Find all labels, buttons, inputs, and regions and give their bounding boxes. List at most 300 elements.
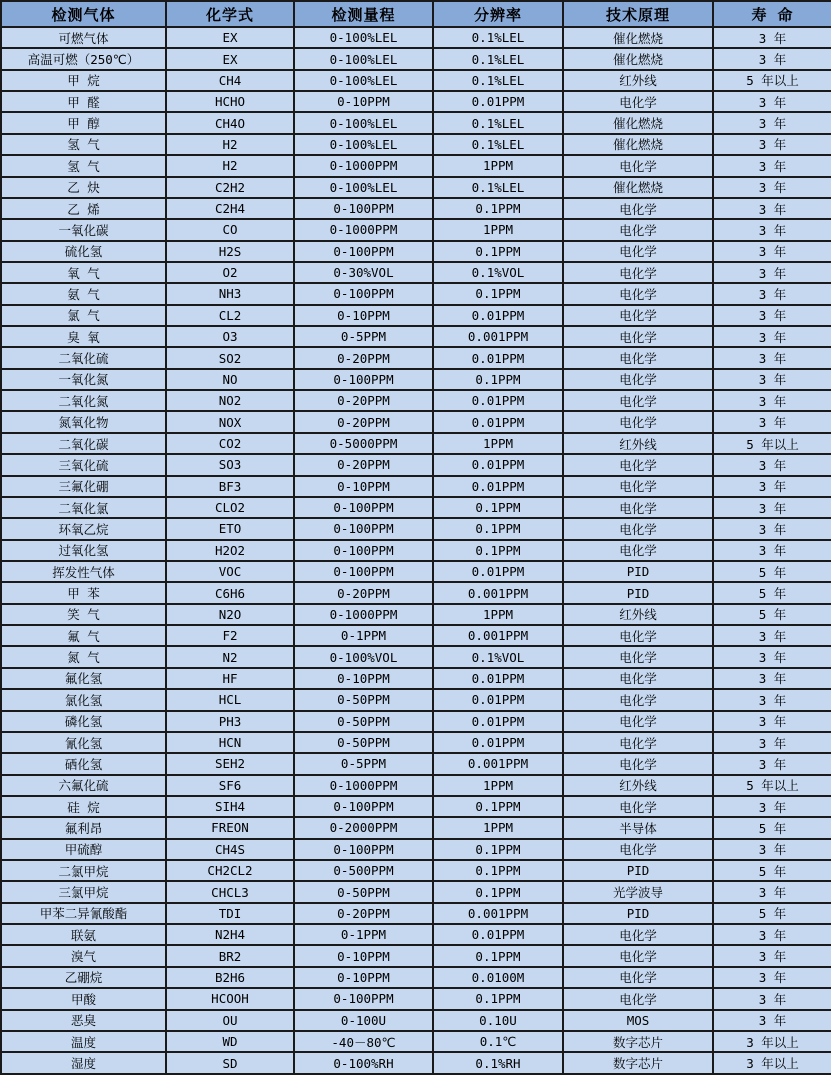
cell-resolution: 0.01PPM [433,390,563,411]
table-row [1,219,831,240]
cell-gas-name: 氟化氢 [1,668,166,689]
cell-gas-name: 联氨 [1,924,166,945]
cell-gas-name: 恶臭 [1,1010,166,1031]
cell-resolution: 0.01PPM [433,347,563,368]
cell-resolution: 1PPM [433,155,563,176]
cell-chemical-formula: SIH4 [166,796,294,817]
cell-technical-principle: 数字芯片 [563,1031,713,1052]
cell-lifespan: 5 年 [713,817,831,838]
cell-resolution: 0.01PPM [433,924,563,945]
cell-lifespan: 3 年 [713,753,831,774]
cell-technical-principle: 红外线 [563,433,713,454]
cell-lifespan: 3 年 [713,497,831,518]
table-row [1,796,831,817]
cell-lifespan: 3 年 [713,924,831,945]
table-row [1,689,831,710]
cell-resolution: 0.1PPM [433,241,563,262]
cell-chemical-formula: N2O [166,604,294,625]
cell-detection-range: 0-20PPM [294,411,433,432]
cell-gas-name: 氟 气 [1,625,166,646]
cell-resolution: 0.1PPM [433,198,563,219]
cell-technical-principle: 半导体 [563,817,713,838]
cell-detection-range: 0-100PPM [294,839,433,860]
cell-technical-principle: 电化学 [563,155,713,176]
cell-detection-range: 0-100%LEL [294,70,433,91]
cell-gas-name: 乙硼烷 [1,967,166,988]
cell-lifespan: 3 年 [713,177,831,198]
cell-detection-range: 0-1PPM [294,924,433,945]
table-row [1,753,831,774]
cell-technical-principle: 电化学 [563,347,713,368]
cell-gas-name: 甲 醇 [1,112,166,133]
cell-lifespan: 3 年 [713,518,831,539]
cell-technical-principle: 电化学 [563,988,713,1009]
cell-lifespan: 3 年 [713,305,831,326]
cell-chemical-formula: TDI [166,903,294,924]
cell-detection-range: 0-5000PPM [294,433,433,454]
cell-gas-name: 二氧化碳 [1,433,166,454]
cell-resolution: 0.001PPM [433,326,563,347]
cell-gas-name: 甲 烷 [1,70,166,91]
cell-technical-principle: 电化学 [563,262,713,283]
cell-detection-range: 0-100%LEL [294,27,433,48]
cell-technical-principle: 催化燃烧 [563,177,713,198]
cell-technical-principle: 电化学 [563,967,713,988]
table-row [1,732,831,753]
table-row [1,112,831,133]
cell-detection-range: 0-100PPM [294,518,433,539]
cell-technical-principle: 电化学 [563,796,713,817]
table-row [1,668,831,689]
table-row [1,988,831,1009]
cell-resolution: 0.1PPM [433,945,563,966]
cell-resolution: 0.1%LEL [433,134,563,155]
cell-resolution: 1PPM [433,433,563,454]
header-technical-principle: 技术原理 [563,1,713,27]
cell-chemical-formula: HF [166,668,294,689]
cell-chemical-formula: NOX [166,411,294,432]
cell-chemical-formula: HCL [166,689,294,710]
cell-chemical-formula: CLO2 [166,497,294,518]
cell-lifespan: 5 年 [713,582,831,603]
cell-resolution: 0.1PPM [433,860,563,881]
header-lifespan: 寿 命 [713,1,831,27]
cell-resolution: 0.01PPM [433,305,563,326]
cell-detection-range: 0-1000PPM [294,219,433,240]
cell-lifespan: 3 年 [713,326,831,347]
table-row [1,134,831,155]
cell-technical-principle: 红外线 [563,70,713,91]
table-row [1,476,831,497]
table-row [1,305,831,326]
cell-gas-name: 高温可燃（250℃） [1,48,166,69]
cell-technical-principle: 红外线 [563,775,713,796]
cell-technical-principle: 数字芯片 [563,1052,713,1074]
cell-chemical-formula: H2 [166,134,294,155]
cell-detection-range: 0-100%LEL [294,177,433,198]
cell-gas-name: 甲 苯 [1,582,166,603]
cell-lifespan: 3 年 [713,112,831,133]
cell-lifespan: 3 年 [713,945,831,966]
cell-technical-principle: 电化学 [563,219,713,240]
cell-chemical-formula: N2H4 [166,924,294,945]
cell-chemical-formula: N2 [166,646,294,667]
cell-lifespan: 3 年 [713,454,831,475]
cell-chemical-formula: F2 [166,625,294,646]
cell-gas-name: 氨 气 [1,283,166,304]
cell-chemical-formula: EX [166,27,294,48]
cell-resolution: 0.1%VOL [433,646,563,667]
cell-gas-name: 三氯甲烷 [1,881,166,902]
cell-gas-name: 湿度 [1,1052,166,1074]
cell-resolution: 0.10U [433,1010,563,1031]
table-row [1,241,831,262]
table-row [1,1052,831,1074]
cell-lifespan: 3 年 [713,390,831,411]
table-row [1,561,831,582]
cell-chemical-formula: SO3 [166,454,294,475]
cell-technical-principle: 电化学 [563,945,713,966]
cell-chemical-formula: C6H6 [166,582,294,603]
table-row [1,262,831,283]
cell-detection-range: 0-1000PPM [294,155,433,176]
cell-gas-name: 三氟化硼 [1,476,166,497]
table-row [1,775,831,796]
cell-resolution: 0.1PPM [433,369,563,390]
cell-chemical-formula: CH4 [166,70,294,91]
cell-chemical-formula: OU [166,1010,294,1031]
table-row [1,27,831,48]
table-row [1,177,831,198]
table-row [1,326,831,347]
cell-technical-principle: 光学波导 [563,881,713,902]
cell-detection-range: 0-10PPM [294,476,433,497]
cell-chemical-formula: H2O2 [166,540,294,561]
cell-chemical-formula: CH2CL2 [166,860,294,881]
cell-technical-principle: 电化学 [563,283,713,304]
cell-resolution: 0.01PPM [433,476,563,497]
cell-detection-range: 0-50PPM [294,689,433,710]
cell-lifespan: 3 年 [713,732,831,753]
cell-chemical-formula: C2H2 [166,177,294,198]
cell-detection-range: 0-100PPM [294,497,433,518]
cell-lifespan: 5 年以上 [713,775,831,796]
cell-lifespan: 3 年 [713,262,831,283]
cell-detection-range: 0-10PPM [294,668,433,689]
cell-technical-principle: 电化学 [563,497,713,518]
table-row [1,625,831,646]
cell-detection-range: 0-100%VOL [294,646,433,667]
table-row [1,518,831,539]
table-row [1,967,831,988]
cell-chemical-formula: NH3 [166,283,294,304]
cell-lifespan: 3 年 [713,668,831,689]
cell-lifespan: 3 年 [713,839,831,860]
cell-detection-range: 0-100PPM [294,796,433,817]
cell-technical-principle: MOS [563,1010,713,1031]
cell-chemical-formula: CH4O [166,112,294,133]
cell-technical-principle: 电化学 [563,646,713,667]
cell-chemical-formula: NO [166,369,294,390]
cell-resolution: 0.01PPM [433,689,563,710]
cell-lifespan: 5 年以上 [713,433,831,454]
table-row [1,711,831,732]
table-row [1,881,831,902]
cell-chemical-formula: SEH2 [166,753,294,774]
cell-gas-name: 甲酸 [1,988,166,1009]
cell-detection-range: 0-20PPM [294,454,433,475]
cell-resolution: 0.001PPM [433,582,563,603]
cell-chemical-formula: BR2 [166,945,294,966]
cell-resolution: 0.1PPM [433,518,563,539]
cell-resolution: 0.01PPM [433,454,563,475]
cell-detection-range: 0-20PPM [294,582,433,603]
cell-lifespan: 3 年 [713,219,831,240]
cell-resolution: 0.01PPM [433,411,563,432]
cell-chemical-formula: PH3 [166,711,294,732]
table-body [1,27,831,1074]
cell-gas-name: 一氧化氮 [1,369,166,390]
cell-technical-principle: PID [563,582,713,603]
cell-lifespan: 5 年以上 [713,70,831,91]
cell-technical-principle: 电化学 [563,668,713,689]
table-row [1,1031,831,1052]
cell-chemical-formula: SD [166,1052,294,1074]
cell-resolution: 0.1PPM [433,881,563,902]
cell-resolution: 0.1%LEL [433,177,563,198]
table-row [1,369,831,390]
cell-resolution: 0.1PPM [433,540,563,561]
table-row [1,198,831,219]
cell-lifespan: 3 年 [713,134,831,155]
cell-technical-principle: 电化学 [563,91,713,112]
cell-detection-range: 0-100PPM [294,369,433,390]
cell-technical-principle: PID [563,903,713,924]
cell-lifespan: 5 年 [713,903,831,924]
cell-gas-name: 一氧化碳 [1,219,166,240]
cell-gas-name: 硅 烷 [1,796,166,817]
cell-chemical-formula: HCN [166,732,294,753]
cell-resolution: 0.1%RH [433,1052,563,1074]
cell-gas-name: 二氧化硫 [1,347,166,368]
table-row [1,454,831,475]
cell-gas-name: 过氧化氢 [1,540,166,561]
cell-gas-name: 温度 [1,1031,166,1052]
header-chemical-formula: 化学式 [166,1,294,27]
cell-gas-name: 臭 氧 [1,326,166,347]
cell-resolution: 0.01PPM [433,668,563,689]
cell-technical-principle: 电化学 [563,241,713,262]
cell-resolution: 1PPM [433,604,563,625]
cell-lifespan: 5 年 [713,604,831,625]
cell-technical-principle: 电化学 [563,711,713,732]
cell-gas-name: 氟利昂 [1,817,166,838]
cell-resolution: 0.001PPM [433,753,563,774]
cell-gas-name: 挥发性气体 [1,561,166,582]
cell-gas-name: 硫化氢 [1,241,166,262]
cell-resolution: 0.1PPM [433,796,563,817]
cell-lifespan: 3 年 [713,476,831,497]
table-row [1,839,831,860]
cell-technical-principle: 电化学 [563,689,713,710]
table-row [1,497,831,518]
cell-technical-principle: 电化学 [563,326,713,347]
cell-technical-principle: 电化学 [563,369,713,390]
cell-technical-principle: 电化学 [563,924,713,945]
cell-gas-name: 乙 炔 [1,177,166,198]
cell-detection-range: 0-100PPM [294,283,433,304]
table-row [1,48,831,69]
cell-resolution: 0.1℃ [433,1031,563,1052]
cell-gas-name: 二氧化氮 [1,390,166,411]
cell-lifespan: 3 年 [713,48,831,69]
cell-lifespan: 3 年 [713,881,831,902]
cell-gas-name: 三氧化硫 [1,454,166,475]
cell-resolution: 0.1%LEL [433,112,563,133]
cell-resolution: 0.001PPM [433,903,563,924]
cell-resolution: 0.01PPM [433,91,563,112]
cell-detection-range: 0-100%LEL [294,134,433,155]
table-row [1,860,831,881]
cell-chemical-formula: CL2 [166,305,294,326]
cell-detection-range: 0-100%RH [294,1052,433,1074]
cell-gas-name: 硒化氢 [1,753,166,774]
cell-gas-name: 氢 气 [1,155,166,176]
cell-technical-principle: 电化学 [563,839,713,860]
cell-lifespan: 3 年以上 [713,1052,831,1074]
header-row [1,1,831,27]
cell-lifespan: 3 年 [713,27,831,48]
cell-technical-principle: 红外线 [563,604,713,625]
cell-resolution: 0.1PPM [433,283,563,304]
cell-chemical-formula: B2H6 [166,967,294,988]
cell-resolution: 0.01PPM [433,732,563,753]
cell-chemical-formula: HCOOH [166,988,294,1009]
cell-detection-range: 0-500PPM [294,860,433,881]
cell-gas-name: 氯化氢 [1,689,166,710]
cell-gas-name: 氮 气 [1,646,166,667]
table-row [1,433,831,454]
table-row [1,924,831,945]
cell-chemical-formula: CH4S [166,839,294,860]
cell-gas-name: 甲硫醇 [1,839,166,860]
table-row [1,390,831,411]
cell-technical-principle: 催化燃烧 [563,112,713,133]
cell-resolution: 0.1%LEL [433,48,563,69]
cell-chemical-formula: H2 [166,155,294,176]
cell-technical-principle: 电化学 [563,518,713,539]
cell-resolution: 0.01PPM [433,711,563,732]
cell-detection-range: 0-10PPM [294,91,433,112]
cell-chemical-formula: HCHO [166,91,294,112]
table-row [1,155,831,176]
cell-lifespan: 5 年 [713,561,831,582]
cell-detection-range: -40－80℃ [294,1031,433,1052]
header-resolution: 分辨率 [433,1,563,27]
cell-gas-name: 笑 气 [1,604,166,625]
cell-resolution: 0.1PPM [433,988,563,1009]
cell-technical-principle: 电化学 [563,305,713,326]
cell-chemical-formula: H2S [166,241,294,262]
cell-resolution: 0.0100M [433,967,563,988]
cell-detection-range: 0-50PPM [294,732,433,753]
cell-resolution: 0.001PPM [433,625,563,646]
table-row [1,582,831,603]
table-row [1,903,831,924]
cell-resolution: 1PPM [433,219,563,240]
cell-lifespan: 3 年 [713,689,831,710]
cell-lifespan: 3 年 [713,411,831,432]
cell-chemical-formula: FREON [166,817,294,838]
cell-technical-principle: PID [563,561,713,582]
cell-technical-principle: 电化学 [563,454,713,475]
table-row [1,604,831,625]
cell-gas-name: 氧 气 [1,262,166,283]
header-detection-range: 检测量程 [294,1,433,27]
cell-technical-principle: 电化学 [563,540,713,561]
cell-detection-range: 0-100U [294,1010,433,1031]
header-gas-name: 检测气体 [1,1,166,27]
cell-chemical-formula: CO [166,219,294,240]
cell-gas-name: 氢 气 [1,134,166,155]
cell-detection-range: 0-2000PPM [294,817,433,838]
cell-chemical-formula: ETO [166,518,294,539]
cell-chemical-formula: BF3 [166,476,294,497]
cell-gas-name: 甲 醛 [1,91,166,112]
cell-chemical-formula: O2 [166,262,294,283]
cell-chemical-formula: O3 [166,326,294,347]
table-row [1,91,831,112]
cell-resolution: 0.1%LEL [433,70,563,91]
cell-gas-name: 氰化氢 [1,732,166,753]
cell-detection-range: 0-100%LEL [294,112,433,133]
table-row [1,817,831,838]
cell-resolution: 1PPM [433,775,563,796]
cell-gas-name: 溴气 [1,945,166,966]
cell-chemical-formula: SO2 [166,347,294,368]
cell-technical-principle: 电化学 [563,411,713,432]
cell-detection-range: 0-50PPM [294,881,433,902]
cell-lifespan: 3 年 [713,540,831,561]
cell-technical-principle: 催化燃烧 [563,134,713,155]
cell-chemical-formula: NO2 [166,390,294,411]
cell-lifespan: 3 年 [713,1010,831,1031]
cell-lifespan: 3 年 [713,155,831,176]
table-row [1,411,831,432]
cell-detection-range: 0-100PPM [294,241,433,262]
table-row [1,347,831,368]
cell-detection-range: 0-20PPM [294,903,433,924]
cell-lifespan: 3 年 [713,711,831,732]
cell-lifespan: 3 年 [713,347,831,368]
cell-detection-range: 0-20PPM [294,347,433,368]
cell-technical-principle: 电化学 [563,625,713,646]
cell-lifespan: 3 年 [713,369,831,390]
cell-chemical-formula: C2H4 [166,198,294,219]
table-row [1,646,831,667]
table-row [1,283,831,304]
cell-technical-principle: 电化学 [563,390,713,411]
cell-detection-range: 0-100PPM [294,540,433,561]
cell-detection-range: 0-10PPM [294,945,433,966]
cell-resolution: 0.01PPM [433,561,563,582]
cell-chemical-formula: WD [166,1031,294,1052]
cell-lifespan: 3 年 [713,198,831,219]
cell-lifespan: 5 年 [713,860,831,881]
cell-detection-range: 0-5PPM [294,753,433,774]
table-row [1,70,831,91]
cell-detection-range: 0-1000PPM [294,604,433,625]
